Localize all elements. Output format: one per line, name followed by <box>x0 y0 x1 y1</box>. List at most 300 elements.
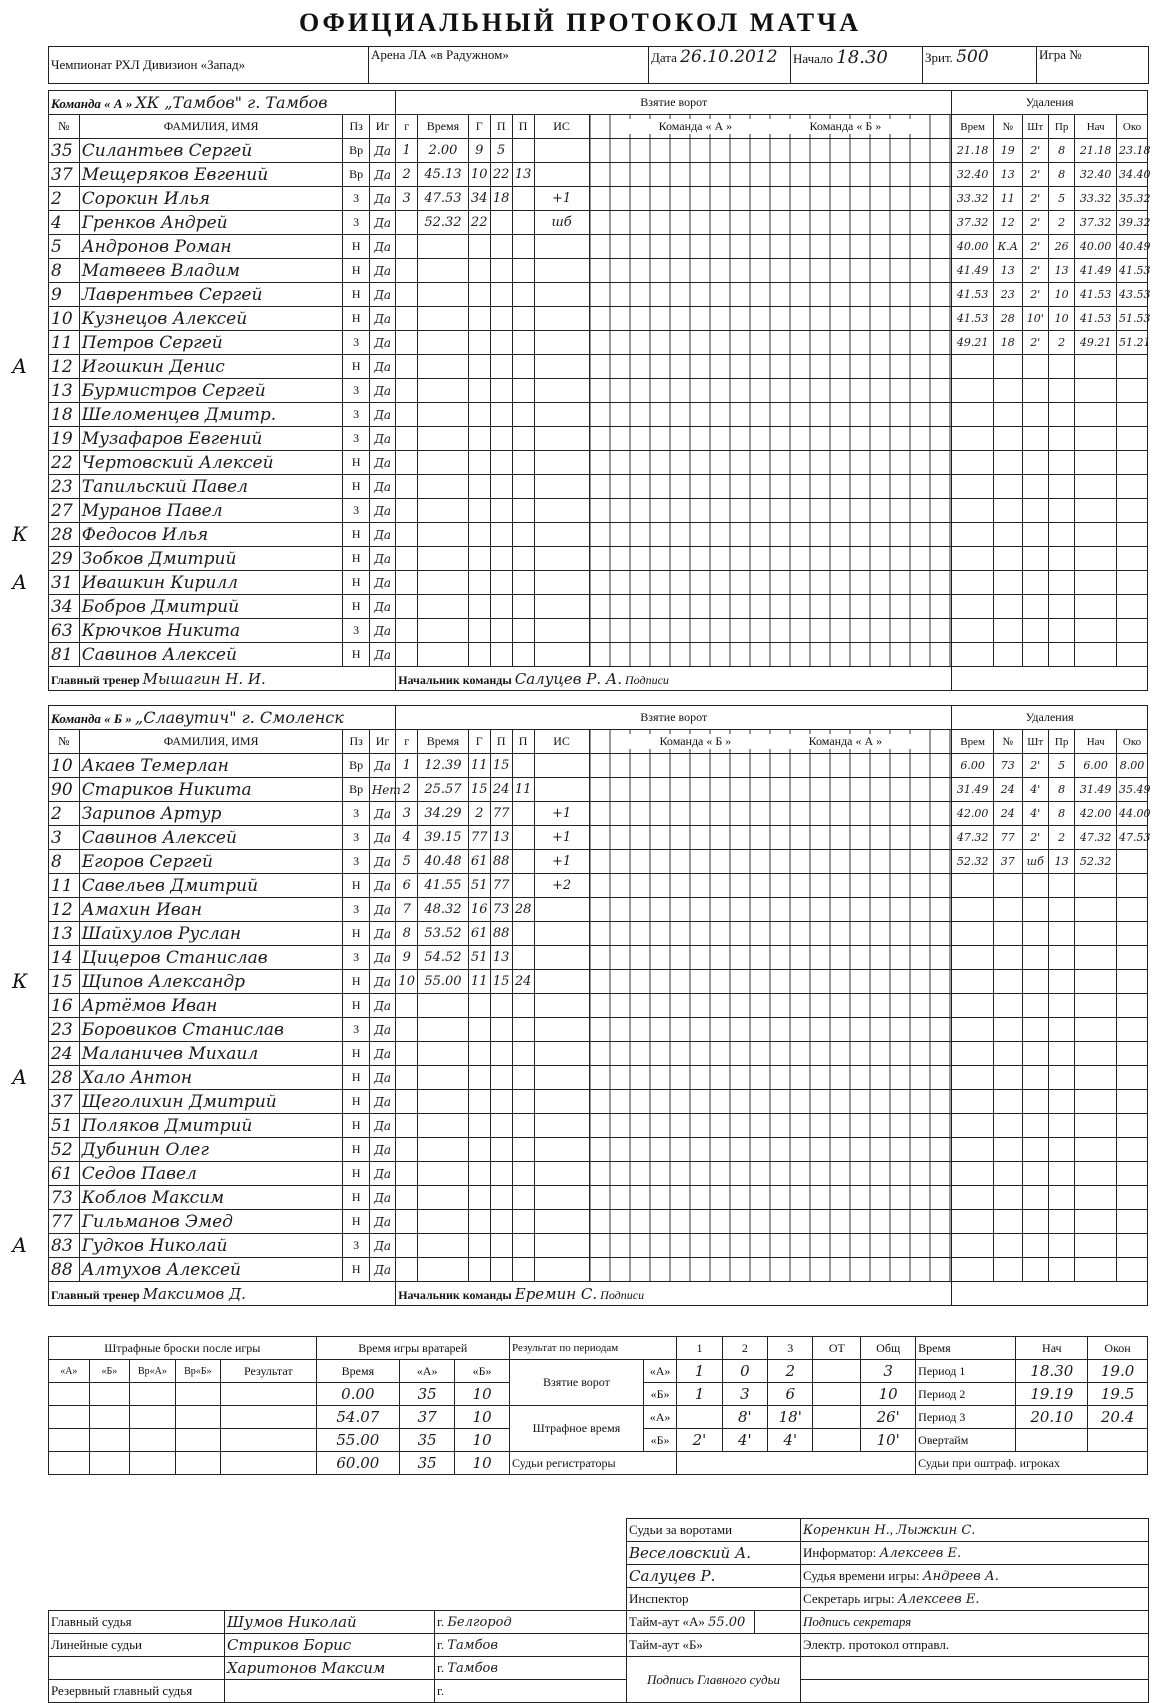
pen-st <box>1075 874 1117 898</box>
goal-time: 39.15 <box>418 826 469 850</box>
times-col-start: Нач <box>1016 1337 1088 1360</box>
player-position: 3 <box>343 403 369 427</box>
pen-st <box>1075 475 1117 499</box>
player-row <box>49 898 1148 922</box>
player-played: Да <box>369 139 395 163</box>
goal-G <box>468 235 490 259</box>
pen-st <box>1075 643 1117 667</box>
player-played: Да <box>369 595 395 619</box>
team-goals-grid <box>589 163 952 187</box>
pen-pr <box>1048 1066 1074 1090</box>
role-mark: А <box>12 1233 28 1257</box>
goal-P2 <box>512 1234 534 1258</box>
pen-t: 37.32 <box>952 211 994 235</box>
goal-g: 8 <box>396 922 418 946</box>
pen-no <box>994 595 1023 619</box>
player-name: Дубинин Олег <box>79 1138 343 1162</box>
pen-en <box>1117 1018 1148 1042</box>
player-name: Гильманов Эмед <box>79 1210 343 1234</box>
goal-P1 <box>490 619 512 643</box>
goal-is <box>534 307 589 331</box>
pen-t <box>952 994 994 1018</box>
player-row <box>49 211 1148 235</box>
goal-G: 22 <box>468 211 490 235</box>
team-goals-grid <box>589 1114 952 1138</box>
team-goals-grid <box>589 331 952 355</box>
pen-t <box>952 643 994 667</box>
pen-st <box>1075 427 1117 451</box>
goal-is <box>534 523 589 547</box>
goal-G <box>468 1114 490 1138</box>
goal-time <box>418 235 469 259</box>
period-goals-label: Взятие ворот <box>510 1360 644 1406</box>
coach-value: Максимов Д. <box>142 1284 246 1303</box>
goal-is: +1 <box>534 850 589 874</box>
shootout-cell <box>49 1406 90 1429</box>
period-goals-a-label: «А» <box>643 1360 676 1383</box>
player-number: 16 <box>49 994 80 1018</box>
goal-is <box>534 499 589 523</box>
pen-t <box>952 1042 994 1066</box>
pen-no <box>994 970 1023 994</box>
player-name: Хало Антон <box>79 1066 343 1090</box>
linesman-2-city: г. Тамбов <box>435 1657 627 1680</box>
player-name: Бобров Дмитрий <box>79 595 343 619</box>
chief-cell <box>396 1282 952 1306</box>
goal-g <box>396 547 418 571</box>
player-number: 12 <box>49 898 80 922</box>
goal-is <box>534 994 589 1018</box>
player-name: Стариков Никита <box>79 778 343 802</box>
goal-time <box>418 307 469 331</box>
player-played: Да <box>369 475 395 499</box>
player-row <box>49 778 1148 802</box>
goal-time: 34.29 <box>418 802 469 826</box>
pen-st: 37.32 <box>1075 211 1117 235</box>
secretary-cell: Секретарь игры: Алексеев Е. <box>801 1588 1149 1611</box>
pen-no: 13 <box>994 259 1023 283</box>
pen-en <box>1117 1114 1148 1138</box>
goal-G <box>468 1138 490 1162</box>
pen-t: 32.40 <box>952 163 994 187</box>
goal-G <box>468 331 490 355</box>
pen-t <box>952 403 994 427</box>
team-goals-grid <box>589 547 952 571</box>
reserve-ref-city: г. <box>435 1680 627 1703</box>
pen-pr: 2 <box>1048 211 1074 235</box>
pen-en: 35.49 <box>1117 778 1148 802</box>
shootout-col-a: «А» <box>49 1360 90 1383</box>
pen-t <box>952 523 994 547</box>
goal-P1 <box>490 1042 512 1066</box>
player-position: Вр <box>343 163 369 187</box>
goal-judges-label: Судьи за воротами <box>627 1519 801 1542</box>
player-number: 28 <box>49 1066 80 1090</box>
player-number: 31 <box>49 571 80 595</box>
goal-P1 <box>490 211 512 235</box>
player-played: Да <box>369 619 395 643</box>
period-pim-b-ot <box>813 1429 861 1452</box>
secretary-signature-label: Подпись секретаря <box>801 1611 1149 1634</box>
team-col-opp: Команда « А » <box>770 734 920 749</box>
pen-no <box>994 547 1023 571</box>
pen-sh <box>1022 355 1048 379</box>
team-goals-grid <box>589 1042 952 1066</box>
pen-t <box>952 874 994 898</box>
pen-pr: 8 <box>1048 163 1074 187</box>
player-played: Да <box>369 643 395 667</box>
pen-t <box>952 595 994 619</box>
goal-P1: 13 <box>490 826 512 850</box>
goalie-time-4: 60.00 <box>316 1452 400 1475</box>
chief-label: Начальник команды <box>398 672 512 687</box>
player-position: 3 <box>343 211 369 235</box>
team-goals-grid <box>589 778 952 802</box>
team-goals-grid <box>589 1138 952 1162</box>
period-col-total: Общ <box>861 1337 916 1360</box>
goal-G <box>468 307 490 331</box>
goal-is <box>534 946 589 970</box>
player-played: Да <box>369 1186 395 1210</box>
overtime-end <box>1088 1429 1148 1452</box>
goal-P2 <box>512 1162 534 1186</box>
player-position: Н <box>343 307 369 331</box>
linesmen-label-cont <box>49 1657 225 1680</box>
goal-is <box>534 283 589 307</box>
goal-G <box>468 547 490 571</box>
goal-time <box>418 1090 469 1114</box>
pen-sh <box>1022 643 1048 667</box>
player-number: 37 <box>49 163 80 187</box>
pen-st: 41.49 <box>1075 259 1117 283</box>
player-number: 88 <box>49 1258 80 1282</box>
goal-P1: 24 <box>490 778 512 802</box>
shootout-cell <box>130 1383 175 1406</box>
goalie-time-3: 55.00 <box>316 1429 400 1452</box>
goal-is: +1 <box>534 802 589 826</box>
team-goals-grid <box>589 946 952 970</box>
team-goals-grid <box>589 1210 952 1234</box>
goal-P1 <box>490 571 512 595</box>
pen-no <box>994 643 1023 667</box>
goal-P2: 24 <box>512 970 534 994</box>
player-row <box>49 379 1148 403</box>
signatures-label: Подписи <box>625 672 669 687</box>
col-header-played: Иг <box>369 730 395 754</box>
pen-en <box>1117 1090 1148 1114</box>
pen-en: 44.00 <box>1117 802 1148 826</box>
secretary-value: Алексеев Е. <box>897 1592 980 1607</box>
goal-is <box>534 259 589 283</box>
pen-st <box>1075 1066 1117 1090</box>
player-row <box>49 1234 1148 1258</box>
goal-P2 <box>512 1138 534 1162</box>
pen-st <box>1075 619 1117 643</box>
goal-g <box>396 283 418 307</box>
player-played: Да <box>369 427 395 451</box>
goal-P2 <box>512 283 534 307</box>
player-position: 3 <box>343 619 369 643</box>
pen-en: 23.18 <box>1117 139 1148 163</box>
player-number: 23 <box>49 1018 80 1042</box>
pen-sh <box>1022 1210 1048 1234</box>
goal-g <box>396 451 418 475</box>
player-number: 81 <box>49 643 80 667</box>
periods-title: Результат по периодам <box>510 1337 677 1360</box>
pen-sh: шб <box>1022 850 1048 874</box>
pen-st <box>1075 379 1117 403</box>
goal-G <box>468 523 490 547</box>
pen-st <box>1075 1018 1117 1042</box>
goal-P1: 15 <box>490 754 512 778</box>
goal-is <box>534 1258 589 1282</box>
pen-no <box>994 379 1023 403</box>
pen-col-header: Око <box>1117 730 1148 754</box>
player-number: 37 <box>49 1090 80 1114</box>
player-number: 22 <box>49 451 80 475</box>
pen-no <box>994 355 1023 379</box>
player-position: Вр <box>343 139 369 163</box>
team-goals-grid <box>589 922 952 946</box>
player-row <box>49 946 1148 970</box>
goalie-col-time: Время <box>316 1360 400 1383</box>
player-position: Н <box>343 994 369 1018</box>
player-played: Да <box>369 571 395 595</box>
shootout-cell <box>221 1406 317 1429</box>
goal-G <box>468 619 490 643</box>
player-played: Да <box>369 802 395 826</box>
game-number-cell: Игра № <box>1037 47 1149 84</box>
goal-is <box>534 331 589 355</box>
player-row <box>49 475 1148 499</box>
col-header-is: ИС <box>534 730 589 754</box>
player-played: Да <box>369 403 395 427</box>
player-played: Нет <box>369 778 395 802</box>
goal-G <box>468 1210 490 1234</box>
period-1-start: 18.30 <box>1016 1360 1088 1383</box>
pen-sh <box>1022 547 1048 571</box>
pen-no <box>994 451 1023 475</box>
pen-no <box>994 1234 1023 1258</box>
goal-G <box>468 283 490 307</box>
pen-en: 51.21 <box>1117 331 1148 355</box>
goal-P2 <box>512 643 534 667</box>
period-col-1: 1 <box>677 1337 722 1360</box>
pen-st <box>1075 1114 1117 1138</box>
goal-P2: 28 <box>512 898 534 922</box>
period-1-label: Период 1 <box>916 1360 1016 1383</box>
player-number: 13 <box>49 922 80 946</box>
player-name: Сорокин Илья <box>79 187 343 211</box>
player-number: 23 <box>49 475 80 499</box>
period-pim-b-label: «Б» <box>643 1429 676 1452</box>
goal-G <box>468 1186 490 1210</box>
pen-en <box>1117 571 1148 595</box>
player-name: Игошкин Денис <box>79 355 343 379</box>
shootout-cell <box>175 1429 220 1452</box>
overtime-start <box>1016 1429 1088 1452</box>
player-played: Да <box>369 307 395 331</box>
pen-pr <box>1048 547 1074 571</box>
player-number: 61 <box>49 1162 80 1186</box>
pen-no <box>994 946 1023 970</box>
pen-t <box>952 1138 994 1162</box>
pen-st <box>1075 499 1117 523</box>
penalty-box-judges-label: Судьи при оштраф. игроках <box>916 1452 1148 1475</box>
goal-g <box>396 211 418 235</box>
pen-t: 33.32 <box>952 187 994 211</box>
team-b-table <box>48 705 1151 1306</box>
goal-g <box>396 1258 418 1282</box>
coach-cell <box>49 1282 396 1306</box>
player-played: Да <box>369 1210 395 1234</box>
player-row <box>49 1186 1148 1210</box>
pen-col-header: Пр <box>1048 115 1074 139</box>
pen-no <box>994 874 1023 898</box>
role-mark: А <box>12 354 28 378</box>
player-row <box>49 1114 1148 1138</box>
goal-g <box>396 1186 418 1210</box>
player-row <box>49 523 1148 547</box>
pen-sh <box>1022 994 1048 1018</box>
goal-P1: 13 <box>490 946 512 970</box>
player-row <box>49 619 1148 643</box>
player-number: 8 <box>49 850 80 874</box>
pen-pr <box>1048 1258 1074 1282</box>
goalie-col-b: «Б» <box>455 1360 510 1383</box>
spectators-value: 500 <box>956 47 989 67</box>
goal-is <box>534 1114 589 1138</box>
pen-st <box>1075 994 1117 1018</box>
goal-is <box>534 163 589 187</box>
pen-t: 40.00 <box>952 235 994 259</box>
pen-en: 43.53 <box>1117 283 1148 307</box>
pen-pr <box>1048 970 1074 994</box>
pen-sh <box>1022 379 1048 403</box>
player-row <box>49 1090 1148 1114</box>
goal-P2 <box>512 331 534 355</box>
player-row <box>49 499 1148 523</box>
pen-en <box>1117 1234 1148 1258</box>
goal-is <box>534 1066 589 1090</box>
period-3-label: Период 3 <box>916 1406 1016 1429</box>
shootout-col-result: Результат <box>221 1360 317 1383</box>
goal-time: 47.53 <box>418 187 469 211</box>
goal-g: 5 <box>396 850 418 874</box>
pen-no <box>994 922 1023 946</box>
player-row <box>49 355 1148 379</box>
pen-en <box>1117 475 1148 499</box>
goal-P2 <box>512 754 534 778</box>
player-row <box>49 571 1148 595</box>
goal-g: 4 <box>396 826 418 850</box>
pen-pr: 26 <box>1048 235 1074 259</box>
pen-pr <box>1048 1090 1074 1114</box>
goal-P1 <box>490 994 512 1018</box>
player-played: Да <box>369 163 395 187</box>
goal-is <box>534 571 589 595</box>
pen-pr <box>1048 1234 1074 1258</box>
player-position: Вр <box>343 754 369 778</box>
goal-P1 <box>490 283 512 307</box>
goal-P1 <box>490 1114 512 1138</box>
signatures-label: Подписи <box>600 1287 645 1302</box>
goal-time: 48.32 <box>418 898 469 922</box>
goal-is <box>534 778 589 802</box>
team-goals-grid <box>589 802 952 826</box>
goal-g <box>396 355 418 379</box>
team-goals-grid <box>589 850 952 874</box>
time-judge-value: Андреев А. <box>922 1569 999 1584</box>
pen-en <box>1117 1186 1148 1210</box>
period-2-end: 19.5 <box>1088 1383 1148 1406</box>
linesman-1: Стриков Борис <box>225 1634 435 1657</box>
pen-pr <box>1048 946 1074 970</box>
goal-P2 <box>512 571 534 595</box>
goal-time: 2.00 <box>418 139 469 163</box>
player-row <box>49 427 1148 451</box>
spectators-cell: Зрит. 500 <box>923 47 1037 84</box>
player-played: Да <box>369 451 395 475</box>
goal-G <box>468 1234 490 1258</box>
player-position: Н <box>343 1042 369 1066</box>
col-header-no: № <box>49 115 80 139</box>
player-row <box>49 643 1148 667</box>
pen-t <box>952 1114 994 1138</box>
pen-t <box>952 898 994 922</box>
player-number: 15 <box>49 970 80 994</box>
pen-st: 32.40 <box>1075 163 1117 187</box>
team-label: Команда « А » <box>51 96 133 111</box>
player-played: Да <box>369 355 395 379</box>
timeout-a-cell: Тайм-аут «А» 55.00 <box>627 1611 755 1634</box>
goal-P1 <box>490 643 512 667</box>
penalty-box-judge-1: Коренкин Н. <box>803 1523 890 1538</box>
goal-G: 9 <box>468 139 490 163</box>
pen-en <box>1117 595 1148 619</box>
pen-sh: 2' <box>1022 259 1048 283</box>
team-goals-grid <box>589 643 952 667</box>
goal-g: 3 <box>396 802 418 826</box>
pen-sh: 2' <box>1022 283 1048 307</box>
player-position: Н <box>343 1114 369 1138</box>
goal-P1: 77 <box>490 874 512 898</box>
player-position: Н <box>343 1138 369 1162</box>
pen-t <box>952 970 994 994</box>
player-number: 2 <box>49 187 80 211</box>
goal-time <box>418 994 469 1018</box>
pen-pr <box>1048 1042 1074 1066</box>
goal-P2 <box>512 499 534 523</box>
player-number: 90 <box>49 778 80 802</box>
goal-is <box>534 355 589 379</box>
pen-en: 34.40 <box>1117 163 1148 187</box>
team-name: ХК „Тамбов" г. Тамбов <box>135 93 328 112</box>
pen-sh <box>1022 898 1048 922</box>
team_a-name-cell <box>49 91 396 115</box>
col-header-G: Г <box>468 730 490 754</box>
goal-G <box>468 571 490 595</box>
goal-G: 15 <box>468 778 490 802</box>
goal-G <box>468 451 490 475</box>
pen-col-header: Шт <box>1022 115 1048 139</box>
pen-st <box>1075 1042 1117 1066</box>
goal-g <box>396 259 418 283</box>
goal-G <box>468 427 490 451</box>
shootout-cell <box>49 1452 90 1475</box>
goal-P1 <box>490 355 512 379</box>
pen-pr: 5 <box>1048 754 1074 778</box>
